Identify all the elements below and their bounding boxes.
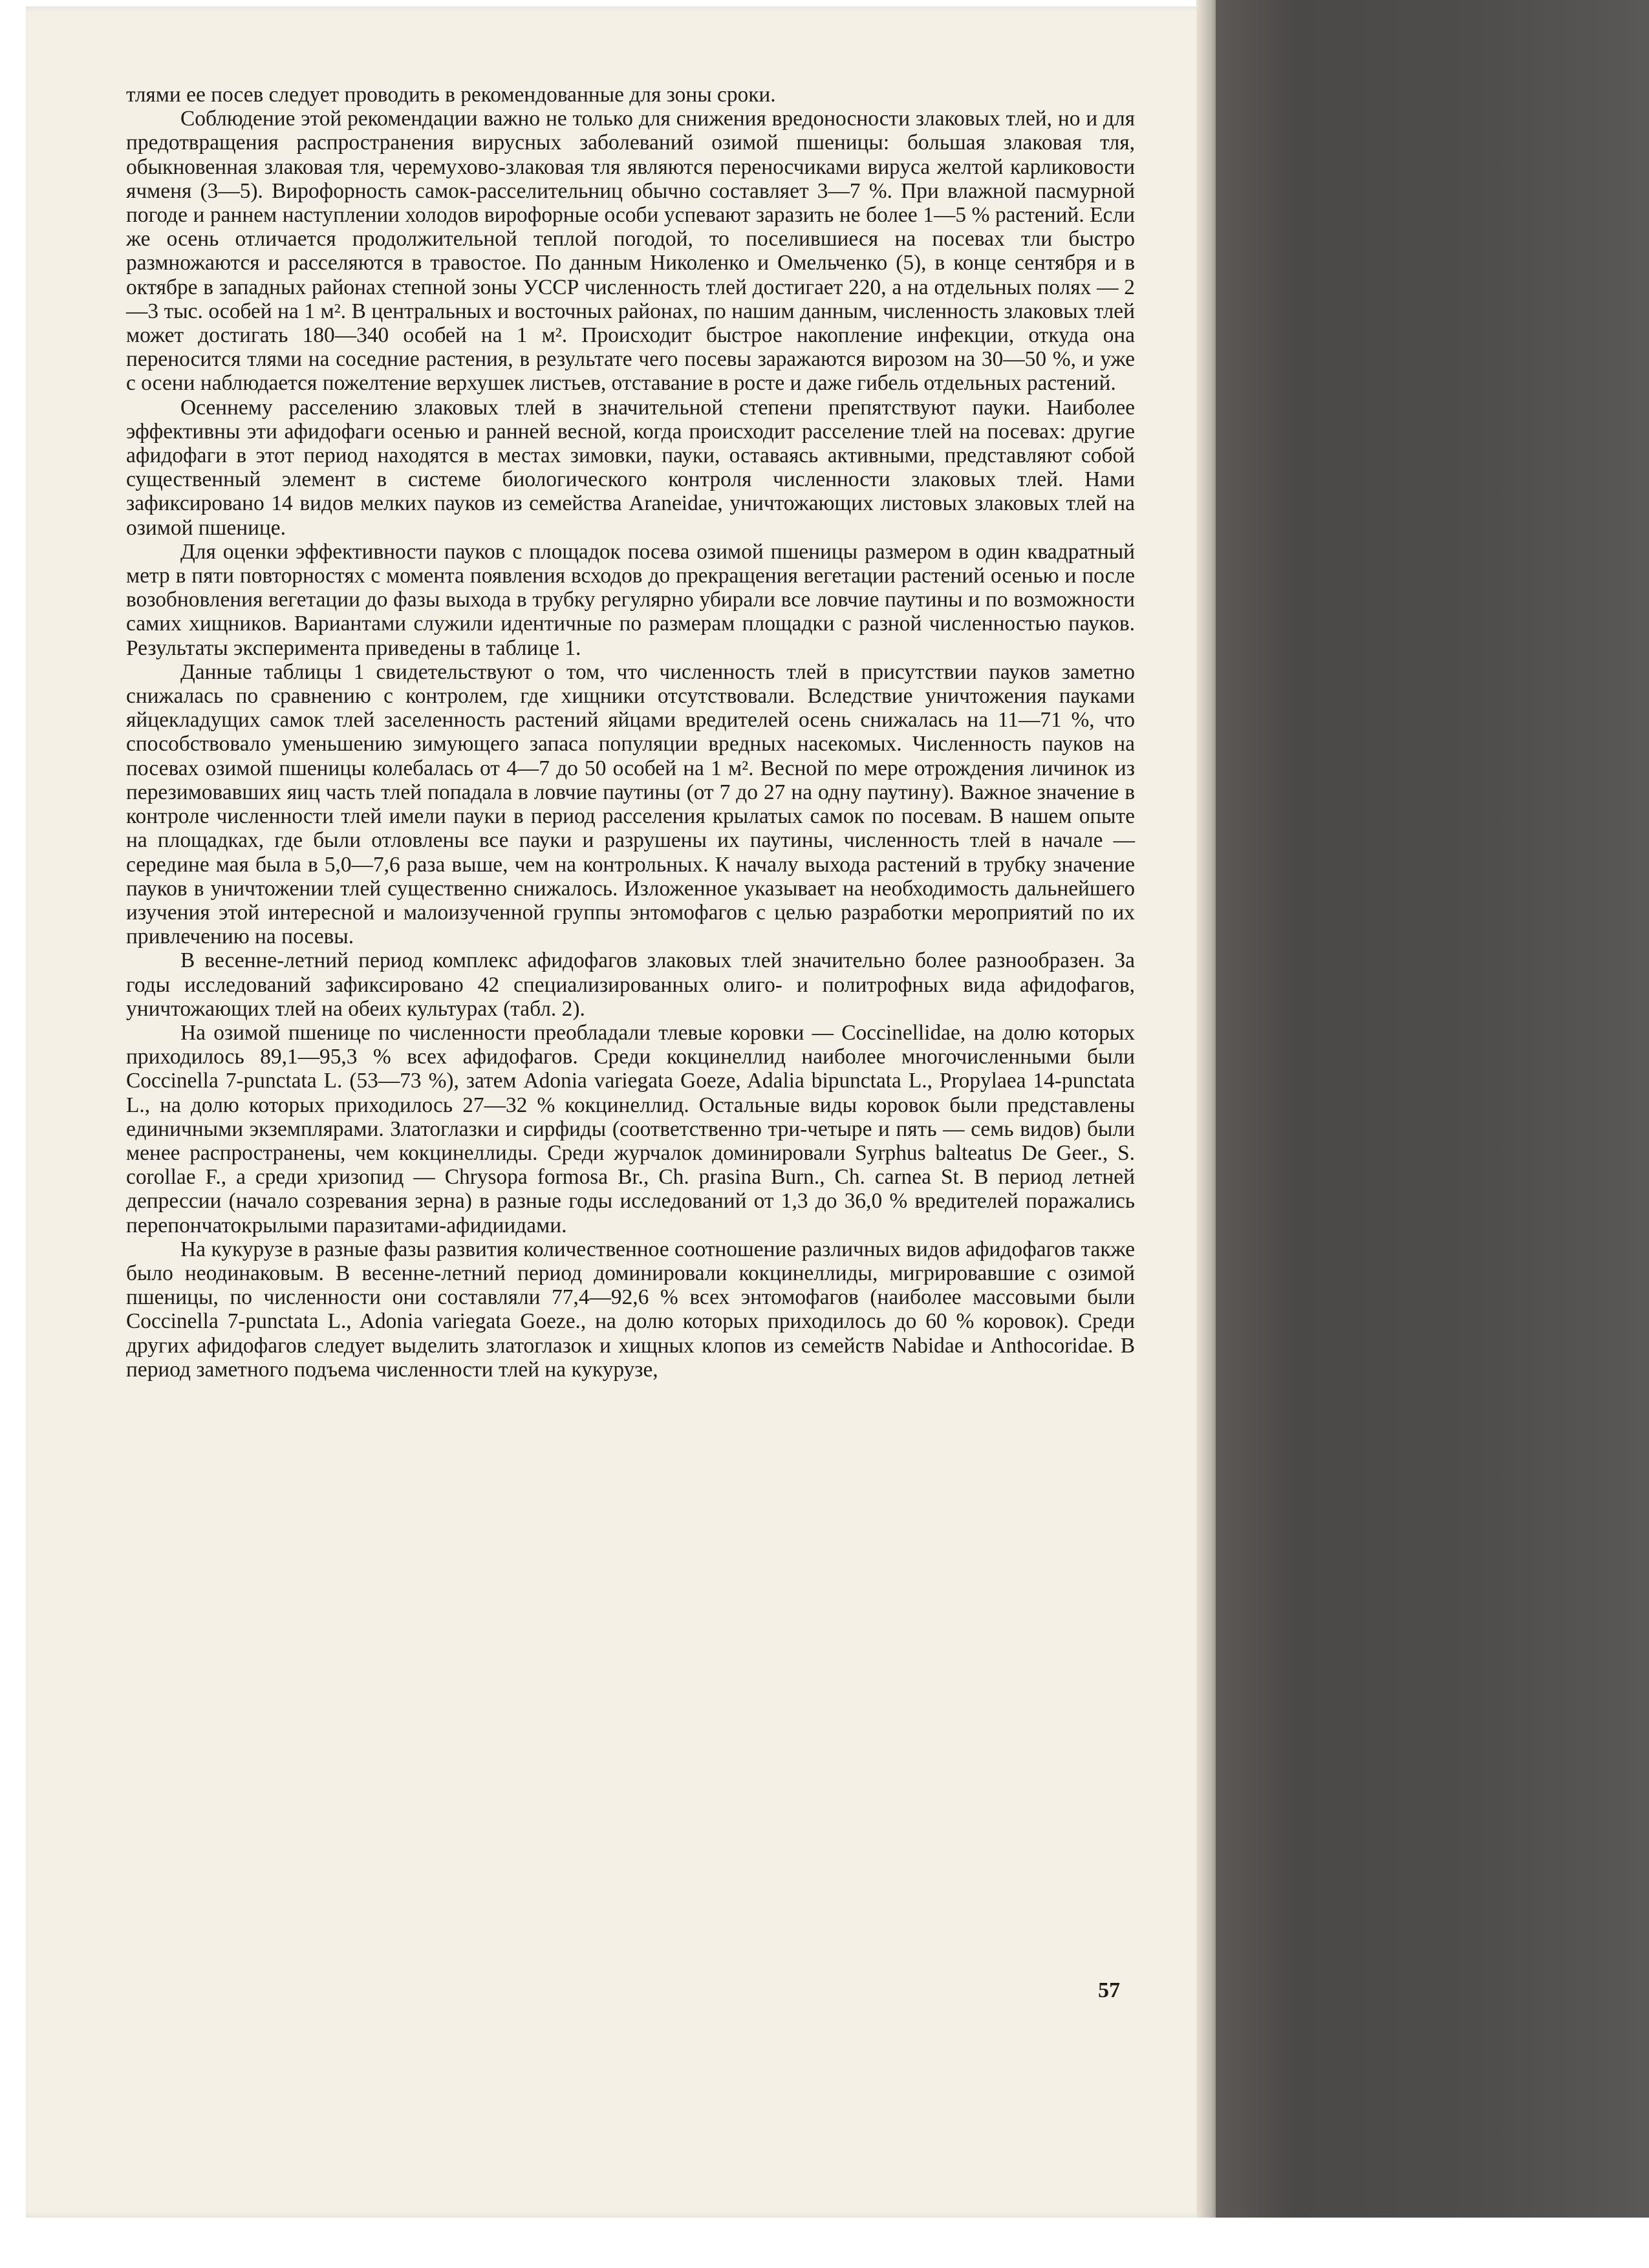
paragraph-1: тлями ее посев следует проводить в рекомендованные для зоны сроки.	[126, 83, 776, 107]
body-text	[126, 83, 1135, 1382]
book-spine-shadow	[1216, 0, 1649, 2268]
paragraph-6: В весенне-летний период комплекс афидофагов злаковых тлей значительно более разнообразен. За годы исследований зафиксировано 42 специализированных олиго- и политрофных вида афидофагов, уничтожающих тлей на обеих культурах (табл. 2).	[126, 948, 1135, 1021]
scan-margin	[0, 2218, 1649, 2268]
paragraph-4: Для оценки эффективности пауков с площадок посева озимой пшеницы размером в один квадратный метр в пяти повторностях с момента появления всходов до прекращения вегетации растений осенью и после возобновления вегетации до фазы выхода в трубку регулярно убирали все ловчие паутины и по возможности самих хищников. Вариантами служили идентичные по размерам площадки с разной численностью пауков. Результаты эксперимента приведены в таблице 1.	[126, 539, 1135, 660]
page-number: 57	[1098, 1978, 1120, 2002]
paragraph-8: На кукурузе в разные фазы развития количественное соотношение различных видов афидофагов также было неодинаковым. В весенне-летний период доминировали кокцинеллиды, мигрировавшие с озимой пшеницы, по численности они составляли 77,4—92,6 % всех энтомофагов (наиболее массовыми были Coccinella 7-punctata L., Adonia variegata Goeze., на долю которых приходилось до 60 % коровок). Среди других афидофагов следует выделить златоглазок и хищных клопов из семейств Nabidae и Anthocoridae. В период заметного подъема численности тлей на кукурузе,	[126, 1237, 1135, 1382]
paragraph-5: Данные таблицы 1 свидетельствуют о том, что численность тлей в присутствии пауков заметно снижалась по сравнению с контролем, где хищники отсутствовали. Вследствие уничтожения пауками яйцекладущих самок тлей заселенность растений яйцами вредителей осень снижалась на 11—71 %, что способствовало уменьшению зимующего запаса популяции вредных насекомых. Численность пауков на посевах озимой пшеницы колебалась от 4—7 до 50 особей на 1 м². Весной по мере отрождения личинок из перезимовавших яиц часть тлей попадала в ловчие паутины (от 7 до 27 на одну паутину). Важное значение в контроле численности тлей имели пауки в период расселения крылатых самок по посевам. В нашем опыте на площадках, где были отловлены все пауки и разрушены их паутины, численность тлей в начале — середине мая была в 5,0—7,6 раза выше, чем на контрольных. К началу выхода растений в трубку значение пауков в уничтожении тлей существенно снижалось. Изложенное указывает на необходимость дальнейшего изучения этой интересной и малоизученной группы энтомофагов с целью разработки мероприятий по их привлечению на посевы.	[126, 659, 1135, 949]
paragraph-2: Соблюдение этой рекомендации важно не только для снижения вредоносности злаковых тлей, но и для предотвращения распространения вирусных заболеваний озимой пшеницы: большая злаковая тля, обыкновенная злаковая тля, черемухово-злаковая тля являются переносчиками вируса желтой карликовости ячменя (3—5). Вирофорность самок-расселительниц обычно составляет 3—7 %. При влажной пасмурной погоде и раннем наступлении холодов вирофорные особи успевают заразить не более 1—5 % растений. Если же осень отличается продолжительной теплой погодой, то поселившиеся на посевах тли быстро размножаются и расселяются в травостое. По данным Николенко и Омельченко (5), в конце сентября и в октябре в западных районах степной зоны УССР численность тлей достигает 220, а на отдельных полях — 2—3 тыс. особей на 1 м². В центральных и восточных районах, по нашим данным, численность злаковых тлей может достигать 180—340 особей на 1 м². Происходит быстрое накопление инфекции, откуда она переносится тлями на соседние растения, в результате чего посевы заражаются вирозом на 30—50 %, и уже с осени наблюдается пожелтение верхушек листьев, отставание в росте и даже гибель отдельных растений.	[126, 107, 1135, 396]
paragraph-3: Осеннему расселению злаковых тлей в значительной степени препятствуют пауки. Наиболее эффективны эти афидофаги осенью и ранней весной, когда происходит расселение тлей на посевах: другие афидофаги в этот период находятся в местах зимовки, пауки, оставаясь активными, представляют собой существенный элемент в системе биологического контроля численности злаковых тлей. Нами зафиксировано 14 видов мелких пауков из семейства Araneidae, уничтожающих листовых злаковых тлей на озимой пшенице.	[126, 395, 1135, 540]
paragraph-7: На озимой пшенице по численности преобладали тлевые коровки — Coccinellidae, на долю которых приходилось 89,1—95,3 % всех афидофагов. Среди кокцинеллид наиболее многочисленными были Coccinella 7-punctata L. (53—73 %), затем Adonia variegata Goeze, Adalia bipunctata L., Propylaea 14-punctata L., на долю которых приходилось 27—32 % кокцинеллид. Остальные виды коровок были представлены единичными экземплярами. Златоглазки и сирфиды (соответственно три-четыре и пять — семь видов) были менее распространены, чем кокцинеллиды. Среди журчалок доминировали Syrphus balteatus De Geer., S. corollae F., а среди хризопид — Chrysopa formosa Br., Ch. prasina Burn., Ch. carnea St. В период летней депрессии (начало созревания зерна) в разные годы исследований от 1,3 до 36,0 % вредителей поражались перепончатокрылыми паразитами-афидиидами.	[126, 1020, 1135, 1237]
